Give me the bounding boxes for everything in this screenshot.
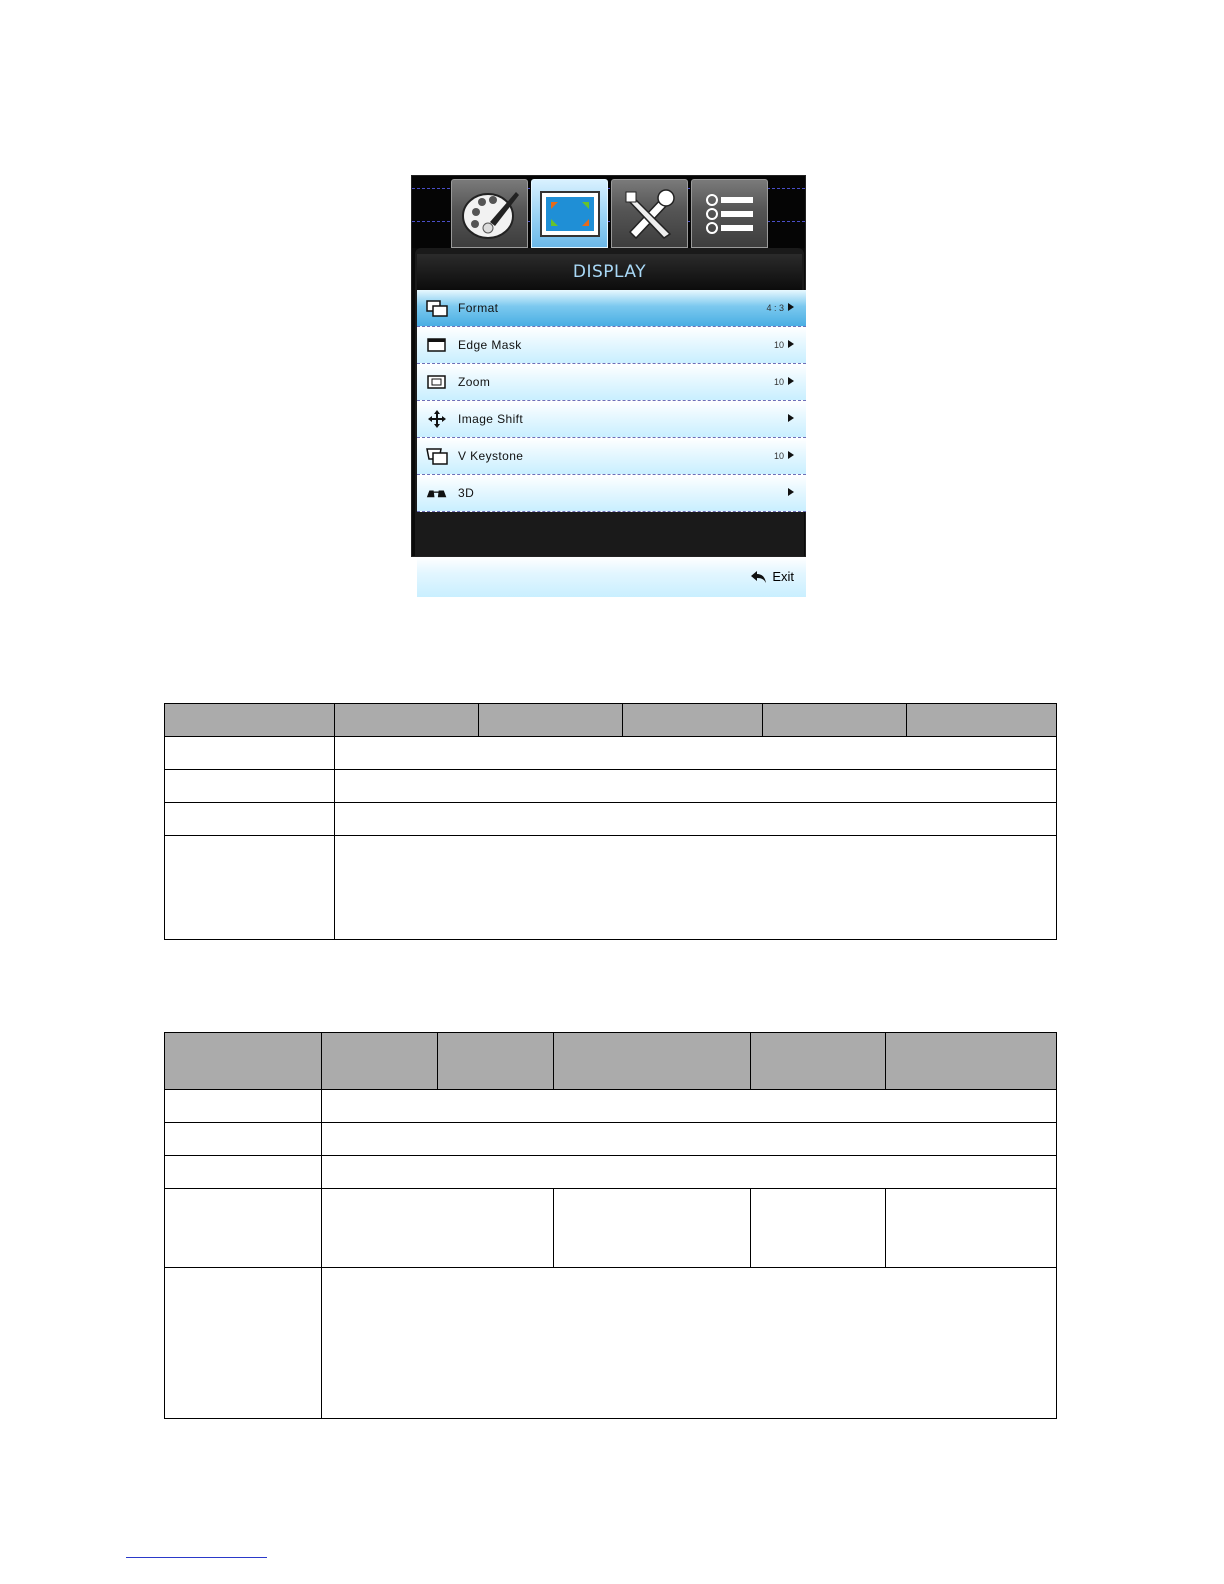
menu-item-label: Edge Mask [458, 338, 522, 352]
menu-item-zoom[interactable] [417, 364, 806, 401]
table-header-cell [322, 1033, 438, 1090]
menu-item-label: Image Shift [458, 412, 524, 426]
menu-item-value: 10 [773, 451, 784, 461]
menu-item-3d[interactable] [417, 475, 806, 512]
table-cell [165, 1090, 322, 1123]
table-cell [165, 1123, 322, 1156]
table-2 [164, 1032, 1057, 1419]
menu-title: DISPLAY [417, 254, 802, 290]
tab-display[interactable] [531, 179, 608, 248]
menu-item-format[interactable] [417, 290, 806, 327]
table-header-cell [623, 704, 763, 737]
osd-panel [415, 248, 804, 584]
exit-wrap [751, 569, 794, 584]
tools-icon [622, 188, 678, 240]
table-row [165, 1189, 1057, 1268]
back-arrow-icon [751, 571, 767, 583]
table-header-row [165, 704, 1057, 737]
table-header-cell [763, 704, 907, 737]
tab-options[interactable] [691, 179, 768, 248]
exit-button[interactable] [417, 557, 806, 597]
menu-item-label: Zoom [458, 375, 491, 389]
menu-item-label: V Keystone [458, 449, 524, 463]
submenu-arrow-icon [788, 414, 794, 422]
table-cell [165, 737, 335, 770]
table-row [165, 770, 1057, 803]
table-header-cell [438, 1033, 554, 1090]
table-header-cell [751, 1033, 886, 1090]
table-row [165, 1123, 1057, 1156]
table-cell [322, 1268, 1057, 1419]
table-header-cell [554, 1033, 751, 1090]
table-cell [335, 770, 1057, 803]
footer-link-underline[interactable] [126, 1557, 267, 1558]
table-row [165, 1268, 1057, 1419]
menu-item-label: 3D [458, 486, 475, 500]
submenu-arrow-icon [788, 488, 794, 496]
submenu-arrow-icon [788, 340, 794, 348]
image-shift-icon [426, 410, 448, 428]
table-row [165, 1156, 1057, 1189]
table-cell [165, 836, 335, 940]
table-header-cell [907, 704, 1057, 737]
table-cell [165, 803, 335, 836]
table-row [165, 737, 1057, 770]
menu-item-label: Format [458, 301, 499, 315]
submenu-arrow-icon [788, 303, 794, 311]
menu-item-value: 10 [773, 340, 784, 350]
tab-picture[interactable] [451, 179, 528, 248]
table-cell [165, 1189, 322, 1268]
table-cell [165, 1268, 322, 1419]
table-row [165, 803, 1057, 836]
table-header-cell [335, 704, 479, 737]
palette-icon [460, 186, 520, 242]
menu-item-edge-mask[interactable] [417, 327, 806, 364]
table-header-cell [165, 704, 335, 737]
exit-label: Exit [772, 569, 794, 584]
3d-glasses-icon [426, 484, 448, 502]
zoom-icon [426, 373, 448, 391]
keystone-icon [426, 447, 448, 465]
edge-mask-icon [426, 336, 448, 354]
table-header-cell [886, 1033, 1057, 1090]
menu-list [417, 290, 806, 512]
table-cell [165, 770, 335, 803]
display-screen-icon [539, 189, 601, 239]
table-1 [164, 703, 1057, 940]
menu-item-value: 4 : 3 [766, 303, 784, 313]
menu-item-value: 10 [773, 377, 784, 387]
table-cell [554, 1189, 751, 1268]
options-list-icon [704, 192, 756, 236]
table-cell [322, 1123, 1057, 1156]
table-cell [165, 1156, 322, 1189]
table-cell [335, 836, 1057, 940]
table-cell [322, 1156, 1057, 1189]
table-row [165, 1090, 1057, 1123]
table-cell [335, 803, 1057, 836]
menu-item-image-shift[interactable] [417, 401, 806, 438]
table-header-row [165, 1033, 1057, 1090]
table-cell [886, 1189, 1057, 1268]
format-icon [426, 299, 448, 317]
table-cell [322, 1189, 554, 1268]
table-header-cell [479, 704, 623, 737]
osd-display-menu [411, 175, 806, 584]
table-cell [335, 737, 1057, 770]
tab-setup[interactable] [611, 179, 688, 248]
table-header-cell [165, 1033, 322, 1090]
table-cell [322, 1090, 1057, 1123]
menu-item-v-keystone[interactable] [417, 438, 806, 475]
table-row [165, 836, 1057, 940]
submenu-arrow-icon [788, 451, 794, 459]
table-cell [751, 1189, 886, 1268]
submenu-arrow-icon [788, 377, 794, 385]
